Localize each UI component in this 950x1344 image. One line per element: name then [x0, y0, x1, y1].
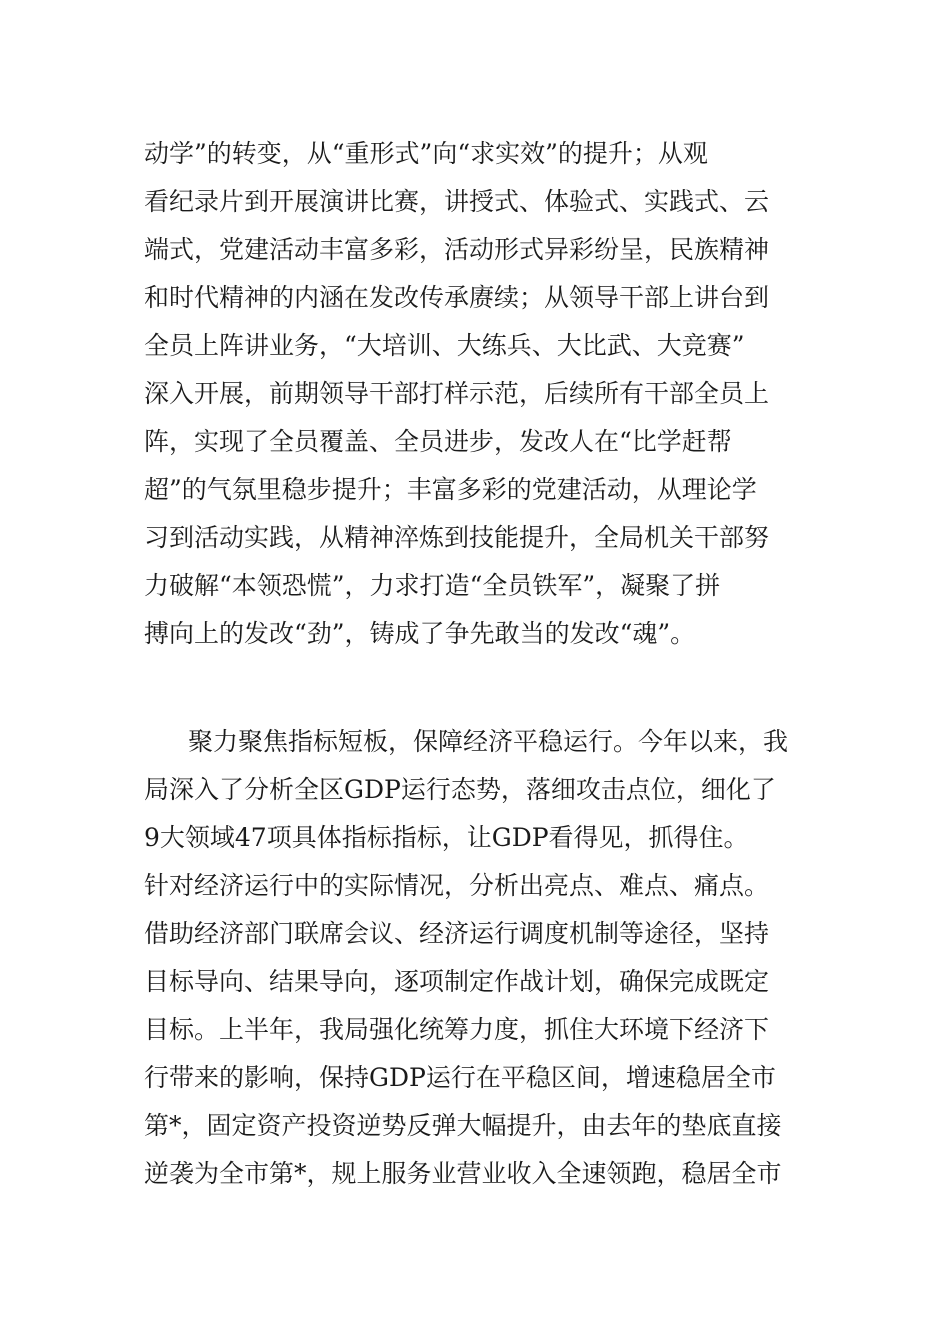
- text-line: 目标导向、结果导向，逐项制定作战计划，确保完成既定: [144, 967, 770, 996]
- text-line: 全员上阵讲业务，“大培训、大练兵、大比武、大竞赛”: [144, 331, 745, 360]
- text-line: 聚力聚焦指标短板，保障经济平稳运行。今年以来，我: [188, 727, 789, 756]
- text-line: 搏向上的发改“劲”，铸成了争先敢当的发改“魂”。: [144, 619, 696, 648]
- text-line: 第*，固定资产投资逆势反弹大幅提升，由去年的垫底直接: [144, 1111, 782, 1140]
- text-line: 针对经济运行中的实际情况，分析出亮点、难点、痛点。: [144, 871, 770, 900]
- text-line: 局深入了分析全区GDP运行态势，落细攻击点位，细化了: [144, 775, 776, 804]
- text-line: 逆袭为全市第*，规上服务业营业收入全速领跑，稳居全市: [144, 1159, 782, 1188]
- text-line: 借助经济部门联席会议、经济运行调度机制等途径，坚持: [144, 919, 770, 948]
- text-line: 行带来的影响，保持GDP运行在平稳区间，增速稳居全市: [144, 1063, 776, 1092]
- text-line: 动学”的转变，从“重形式”向“求实效”的提升；从观: [144, 139, 708, 168]
- text-line: 习到活动实践，从精神淬炼到技能提升，全局机关干部努: [144, 523, 770, 552]
- text-line: 端式，党建活动丰富多彩，活动形式异彩纷呈，民族精神: [144, 235, 770, 264]
- text-line: 和时代精神的内涵在发改传承赓续；从领导干部上讲台到: [144, 283, 770, 312]
- text-line: 阵，实现了全员覆盖、全员进步，发改人在“比学赶帮: [144, 427, 732, 456]
- text-line: 看纪录片到开展演讲比赛，讲授式、体验式、实践式、云: [144, 187, 770, 216]
- text-line: 9大领域47项具体指标指标，让GDP看得见，抓得住。: [144, 823, 749, 852]
- text-line: 目标。上半年，我局强化统筹力度，抓住大环境下经济下: [144, 1015, 770, 1044]
- text-line: 深入开展，前期领导干部打样示范，后续所有干部全员上: [144, 379, 770, 408]
- text-line: 超”的气氛里稳步提升；丰富多彩的党建活动，从理论学: [144, 475, 757, 504]
- text-line: 力破解“本领恐慌”，力求打造“全员铁军”，凝聚了拼: [144, 571, 721, 600]
